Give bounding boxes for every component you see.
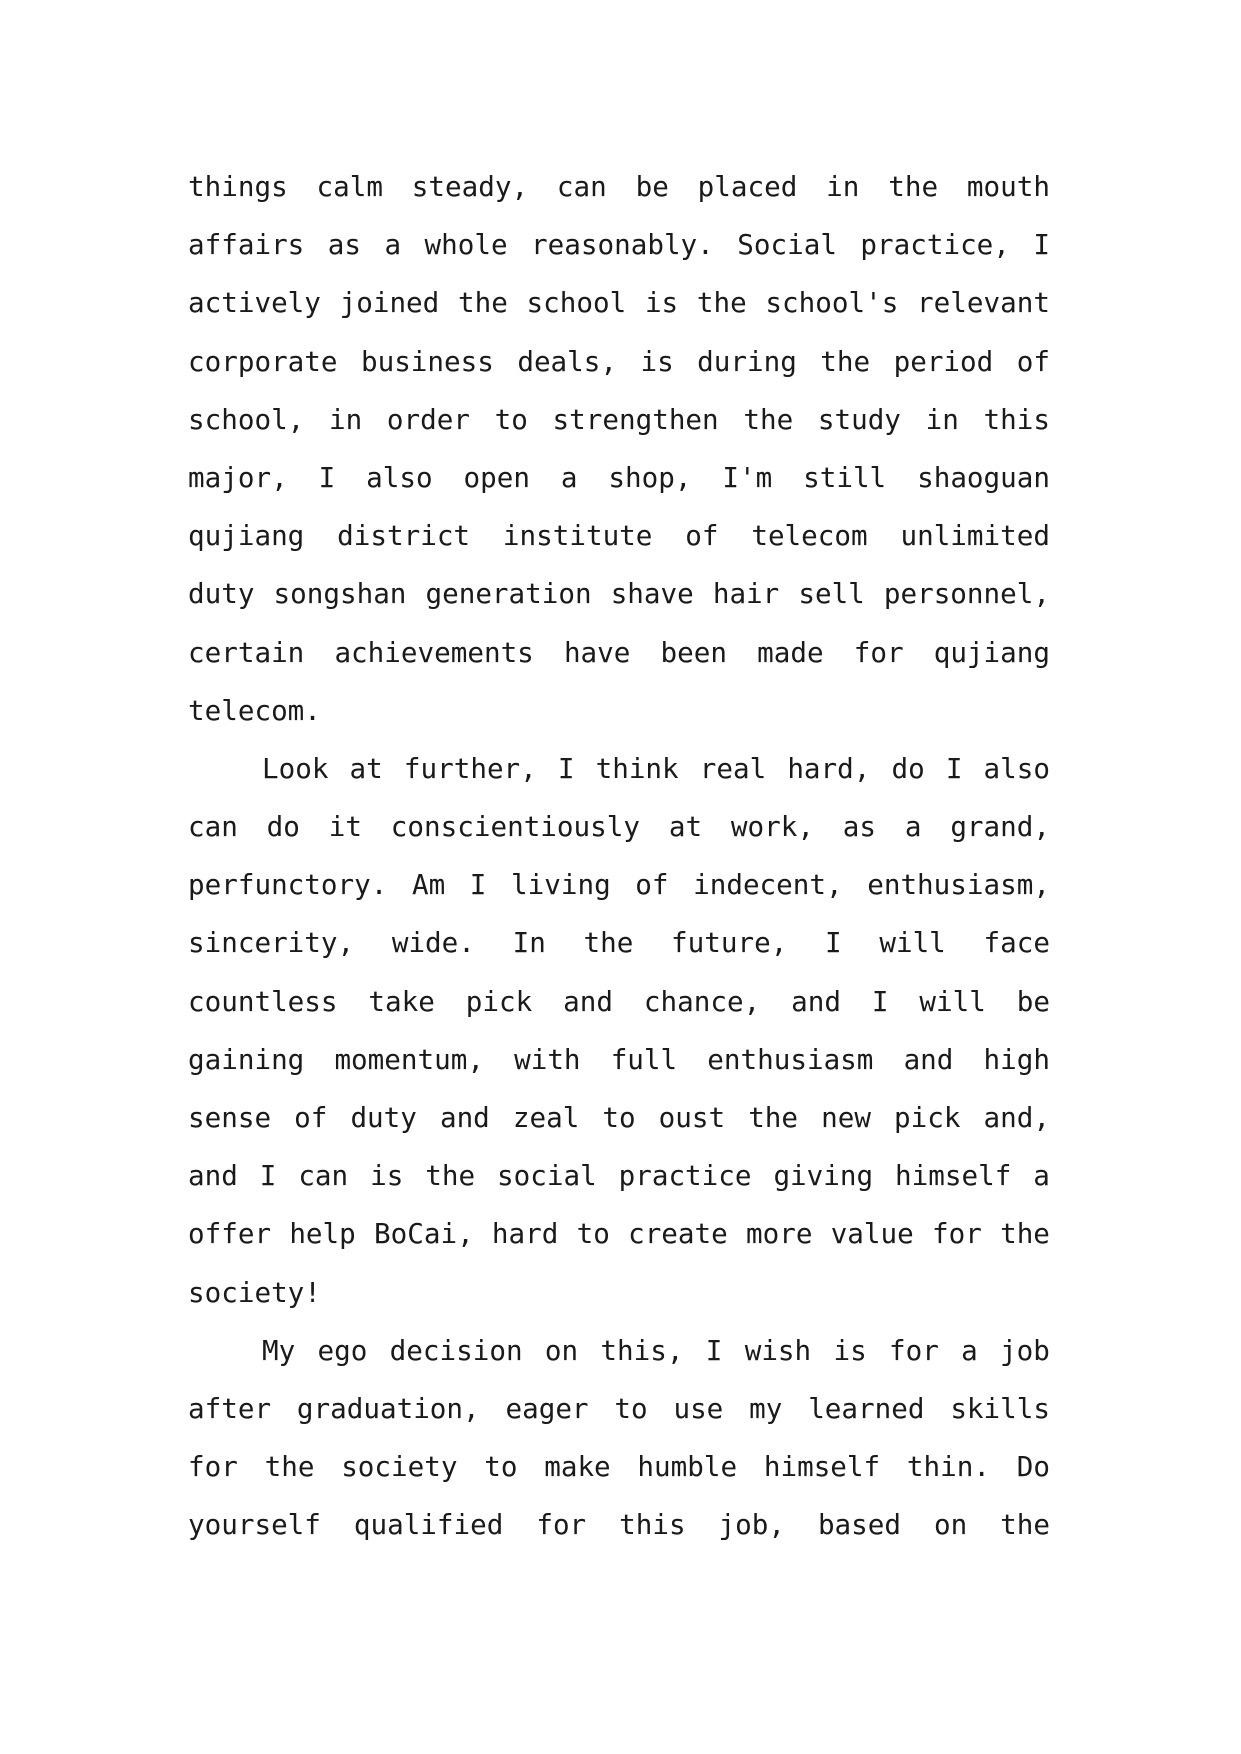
word: the (696, 286, 747, 320)
word: sell (798, 577, 865, 611)
text-line (188, 624, 1050, 682)
word: decision (389, 1333, 523, 1367)
text-line (188, 333, 1050, 391)
word: himself (763, 1450, 881, 1484)
word: eager (505, 1391, 589, 1425)
word: work, (730, 810, 814, 844)
word: chance, (643, 984, 761, 1018)
word: learned (808, 1391, 925, 1425)
word: as (327, 228, 361, 262)
word: with (514, 1042, 581, 1076)
word: to (602, 1101, 636, 1134)
text-line (188, 914, 1050, 972)
word: period (893, 344, 994, 378)
word: yourself (188, 1508, 321, 1542)
word: duty (350, 1101, 417, 1134)
word: things (188, 170, 288, 203)
text-line (188, 1496, 1050, 1554)
word: school (526, 286, 627, 320)
word: himself (895, 1159, 1012, 1193)
word: shop, (608, 460, 692, 494)
word: conscientiously (390, 810, 640, 844)
word: I'm (722, 460, 773, 494)
word: a (384, 228, 402, 262)
word: wish (744, 1333, 812, 1367)
word: sincerity, (188, 926, 355, 960)
word: of (294, 1101, 328, 1134)
word: to (494, 402, 528, 436)
word: in (328, 402, 363, 436)
word: school, (188, 402, 305, 436)
word: on (544, 1333, 579, 1367)
word: qujiang (933, 635, 1050, 669)
word: real (699, 751, 767, 785)
word: songshan (273, 577, 407, 611)
word: humble (637, 1450, 738, 1484)
word: telecom. (188, 693, 321, 727)
word: this (983, 402, 1050, 436)
word: practice, (860, 228, 1010, 262)
word: also (366, 460, 433, 494)
word: practice (618, 1159, 752, 1193)
word: qualified (353, 1508, 504, 1542)
word: Look (262, 751, 329, 785)
word: is (640, 344, 674, 378)
word: offer (188, 1217, 272, 1251)
word: for (888, 1333, 939, 1367)
word: for (188, 1450, 238, 1484)
word: the (1000, 1217, 1050, 1251)
word: be (1016, 984, 1050, 1018)
text-line (188, 449, 1050, 507)
word: shaoguan (917, 460, 1050, 494)
word: oust (658, 1101, 726, 1134)
word: on (933, 1508, 968, 1542)
word: to (614, 1391, 648, 1425)
word: living (511, 868, 611, 902)
word: and (439, 1101, 490, 1134)
text-line (188, 1089, 1050, 1147)
paragraph (188, 158, 1050, 740)
word: enthusiasm, (867, 868, 1050, 902)
document-page (188, 158, 1050, 1555)
text-line (188, 1031, 1050, 1089)
word: wide. (391, 926, 475, 960)
word: thin. (906, 1450, 990, 1484)
text-line (188, 1205, 1050, 1263)
word: certain (188, 635, 305, 669)
word: the (264, 1450, 315, 1484)
word: it (328, 810, 362, 844)
word: of (1016, 344, 1050, 378)
word: my (749, 1391, 783, 1425)
word: enthusiasm (707, 1042, 874, 1076)
word: I (705, 1333, 723, 1367)
word: value (830, 1217, 914, 1251)
word: take (368, 984, 435, 1018)
word: can (188, 810, 238, 844)
word: pick (465, 984, 533, 1018)
word: the (583, 926, 634, 960)
word: major, (188, 460, 288, 494)
word: for (536, 1508, 587, 1542)
word: will (879, 926, 946, 960)
word: giving (773, 1159, 874, 1193)
word: school's (765, 286, 899, 320)
word: hard (491, 1217, 559, 1251)
word: the (425, 1159, 476, 1193)
word: placed (697, 170, 798, 203)
word: this, (600, 1333, 684, 1367)
text-line (188, 507, 1050, 565)
word: Social (737, 228, 837, 262)
word: relevant (917, 286, 1050, 320)
word: at (349, 751, 383, 785)
word: and (188, 1159, 238, 1193)
word: high (983, 1042, 1050, 1076)
word: to (576, 1217, 610, 1251)
word: reasonably. (531, 228, 714, 262)
word: telecom (751, 519, 868, 553)
word: perfunctory. (188, 868, 388, 902)
word: a (961, 1333, 978, 1367)
word: make (544, 1450, 611, 1484)
text-line (188, 1380, 1050, 1438)
text-line (188, 740, 1050, 798)
word: for (853, 635, 904, 669)
word: more (746, 1217, 813, 1251)
word: In (512, 926, 546, 960)
word: help (289, 1217, 356, 1251)
paragraph (188, 740, 1050, 1322)
word: also (983, 751, 1050, 785)
word: further, (403, 751, 537, 785)
text-line (188, 973, 1050, 1031)
word: grand, (950, 810, 1050, 844)
word: at (668, 810, 703, 844)
word: sense (188, 1101, 272, 1134)
text-line (188, 1147, 1050, 1205)
text-line (188, 1264, 1050, 1322)
word: do (891, 751, 925, 785)
word: hard, (787, 751, 871, 785)
word: still (803, 460, 887, 494)
text-line (188, 1438, 1050, 1496)
word: based (817, 1508, 902, 1542)
word: create (628, 1217, 728, 1251)
word: and (563, 984, 613, 1018)
word: strengthen (552, 402, 719, 436)
word: BoCai, (374, 1217, 474, 1251)
word: been (660, 635, 727, 669)
text-line (188, 391, 1050, 449)
word: gaining (188, 1042, 305, 1076)
word: job, (718, 1508, 785, 1542)
word: made (757, 635, 824, 669)
word: Am (411, 868, 446, 902)
word: after (188, 1391, 272, 1425)
word: the (820, 344, 871, 378)
word: and, (983, 1101, 1050, 1134)
word: I (1033, 228, 1050, 262)
word: indecent, (693, 868, 843, 902)
word: will (919, 984, 986, 1018)
word: order (386, 402, 470, 436)
text-line (188, 798, 1050, 856)
word: and (791, 984, 841, 1018)
word: I (557, 751, 575, 785)
word: unlimited (900, 519, 1050, 553)
word: qujiang (188, 519, 305, 553)
word: as (842, 810, 877, 844)
word: I (318, 460, 336, 494)
word: a (904, 810, 922, 844)
word: the (888, 170, 939, 203)
word: calm (316, 170, 383, 203)
word: job (1000, 1333, 1050, 1367)
word: society (341, 1450, 458, 1484)
word: generation (425, 577, 592, 611)
word: during (697, 344, 797, 378)
word: business (360, 344, 494, 378)
word: mouth (966, 170, 1050, 203)
word: be (635, 170, 669, 203)
word: I (871, 984, 889, 1018)
word: hair (712, 577, 780, 611)
word: achievements (334, 635, 534, 669)
word: skills (950, 1391, 1050, 1425)
text-line (188, 856, 1050, 914)
word: the (743, 402, 794, 436)
word: institute (502, 519, 653, 553)
word: full (610, 1042, 678, 1076)
word: the (458, 286, 508, 320)
word: in (925, 402, 959, 436)
text-line (188, 216, 1050, 274)
word: face (983, 926, 1050, 960)
word: actively (188, 286, 321, 320)
word: ego (317, 1333, 368, 1367)
word: I (259, 1159, 277, 1193)
word: and (903, 1042, 954, 1076)
word: can (298, 1159, 349, 1193)
word: a (560, 460, 578, 494)
word: to (484, 1450, 518, 1484)
word: district (337, 519, 471, 553)
word: zeal (512, 1101, 580, 1134)
word: open (463, 460, 530, 494)
word: shave (610, 577, 694, 611)
text-line (188, 565, 1050, 623)
word: is (644, 286, 679, 320)
word: pick (894, 1101, 961, 1134)
word: study (817, 402, 901, 436)
paragraph (188, 1322, 1050, 1555)
word: future, (671, 926, 788, 960)
word: of (685, 519, 719, 553)
word: the (748, 1101, 799, 1134)
word: My (262, 1333, 296, 1367)
word: momentum, (334, 1042, 484, 1076)
word: this (619, 1508, 686, 1542)
word: social (497, 1159, 597, 1193)
word: I (469, 868, 487, 902)
text-line (188, 682, 1050, 740)
word: Do (1016, 1450, 1050, 1484)
word: can (556, 170, 607, 203)
word: is (833, 1333, 867, 1367)
word: corporate (188, 344, 338, 378)
word: of (635, 868, 669, 902)
word: deals, (517, 344, 618, 378)
word: I (825, 926, 842, 960)
word: use (673, 1391, 724, 1425)
text-line (188, 1322, 1050, 1380)
word: steady, (411, 170, 529, 203)
word: personnel, (883, 577, 1050, 611)
word: a (1033, 1159, 1050, 1193)
word: do (266, 810, 300, 844)
word: is (370, 1159, 404, 1193)
word: countless (188, 984, 338, 1018)
word: for (932, 1217, 982, 1251)
text-line (188, 158, 1050, 216)
word: graduation, (296, 1391, 480, 1425)
word: have (563, 635, 631, 669)
word: think (595, 751, 679, 785)
word: duty (188, 577, 255, 611)
word: new (821, 1101, 871, 1134)
word: society! (188, 1275, 321, 1309)
word: joined (339, 286, 440, 320)
word: whole (424, 228, 508, 262)
text-line (188, 274, 1050, 332)
word: in (826, 170, 860, 203)
word: I (945, 751, 963, 785)
word: the (1000, 1508, 1050, 1542)
word: affairs (188, 228, 305, 262)
